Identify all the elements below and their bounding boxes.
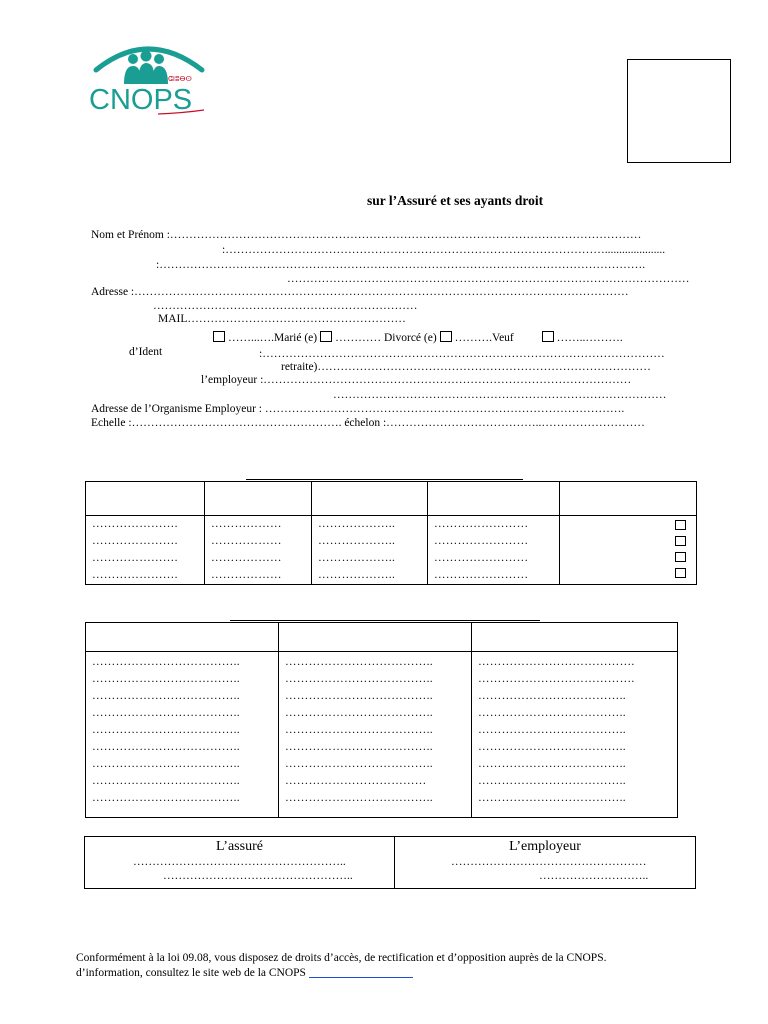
table-1-header-cell <box>86 482 205 516</box>
checkbox-column <box>560 516 696 584</box>
table-row: ……………………………….. <box>285 656 433 668</box>
table-row: …………………… <box>434 552 529 564</box>
status-4-dots: ……..………. <box>556 332 623 344</box>
cnops-website-link[interactable] <box>309 966 413 978</box>
employeur-dots-2: ……………………….. <box>539 870 649 882</box>
field-echelle[interactable] <box>91 417 645 429</box>
table-row: ……………………………… <box>285 775 427 787</box>
checkbox-marie[interactable] <box>320 331 332 342</box>
table-1-body-row <box>86 516 697 585</box>
table-row: …………………………………. <box>478 656 635 668</box>
table-1-col-2[interactable] <box>205 516 312 585</box>
footer-line-2 <box>76 966 606 981</box>
signature-employeur-cell[interactable] <box>395 837 696 889</box>
cnops-family-logo-icon <box>124 51 168 85</box>
status-2-dots: ………… <box>335 332 382 344</box>
field-employeur[interactable] <box>201 374 631 386</box>
adresse-label: Adresse : <box>91 286 135 298</box>
table-row: ……………………………….. <box>285 758 433 770</box>
signature-assure-cell[interactable] <box>85 837 395 889</box>
nom-dots: …………………………………………………………………………………………………………… <box>169 229 642 241</box>
table-2-body-row <box>86 652 678 818</box>
checkbox-status-1[interactable] <box>213 331 225 342</box>
table-row: ……………… <box>211 569 282 581</box>
page-title: sur l’Assuré et ses ayants droit <box>367 193 544 208</box>
table-row: ……………………………….. <box>92 741 240 753</box>
checkbox-divorce[interactable] <box>440 331 452 342</box>
field-line-2[interactable]: :………………………………………………………………………………………..................... <box>222 244 666 256</box>
table-row: ……………… <box>211 518 282 530</box>
table-row: ……………….. <box>318 569 396 581</box>
signature-table <box>84 836 696 889</box>
table-row: ……………………………….. <box>478 741 626 753</box>
employeur-dots-1: …………………………………………… <box>451 856 647 868</box>
table-row: ……………………………….. <box>92 673 240 685</box>
echelon-label: échelon : <box>344 417 387 429</box>
marital-status-row <box>210 331 623 344</box>
mail-dots: ………………………………………………… <box>187 313 406 325</box>
assure-label: L’assuré <box>216 839 263 854</box>
echelle-label: Echelle : <box>91 417 132 429</box>
table-row: ……………………………….. <box>478 792 626 804</box>
footer-line-1: Conformément à la loi 09.08, vous disposez de droits d’accès, de rectification et d’opposition auprès de la CNOPS. <box>76 952 607 964</box>
table-1-col-3[interactable] <box>312 516 428 585</box>
table-row: ……………………………….. <box>92 690 240 702</box>
section-1-heading-line <box>246 479 523 480</box>
table-row: ……………… <box>211 535 282 547</box>
ident-dots[interactable]: :…………………………………………………………………………………………… <box>259 348 665 360</box>
status-1-dots: ……...…. <box>228 332 274 344</box>
table-row: ……………………………….. <box>92 724 240 736</box>
field-adresse-cont[interactable]: …………………………………………………………… <box>153 300 418 312</box>
row-3-checkbox[interactable] <box>675 552 686 562</box>
table-row: …………………. <box>92 552 178 564</box>
table-row: ……………………………….. <box>478 724 626 736</box>
table-1-col-1[interactable] <box>86 516 205 585</box>
table-2-header-row <box>86 623 678 652</box>
table-1-header-cell <box>560 482 697 516</box>
row-2-checkbox[interactable] <box>675 536 686 546</box>
table-1-col-5 <box>560 516 697 585</box>
table-ayants-droit-2 <box>85 622 678 818</box>
table-row: ……………….. <box>318 552 396 564</box>
checkbox-veuf[interactable] <box>542 331 554 342</box>
nom-label: Nom et Prénom : <box>91 229 170 241</box>
adresse-dots: ………………………………………………………………………………………………………………… <box>134 286 629 298</box>
field-line-4[interactable]: …………………………………………………………………………………………… <box>287 273 690 285</box>
field-adresse[interactable] <box>91 286 629 298</box>
table-row: ……………….. <box>318 518 396 530</box>
table-row: ……………… <box>211 552 282 564</box>
table-ayants-droit-1 <box>85 481 697 585</box>
field-line-3[interactable]: :………………………………………………………………………………………………………………. <box>156 259 646 271</box>
table-row: ……………………………….. <box>478 775 626 787</box>
table-row: …………………. <box>92 535 178 547</box>
status-divorce-label: Divorcé (e) <box>383 332 437 344</box>
table-row: ……………………………….. <box>478 707 626 719</box>
cnops-logo <box>88 40 210 118</box>
table-row: ……………………………….. <box>285 741 433 753</box>
table-row: …………………… <box>434 569 529 581</box>
table-1-col-4[interactable] <box>428 516 560 585</box>
status-marie-label: Marié (e) <box>274 332 318 344</box>
logo-text: CNOPS <box>89 84 193 116</box>
field-organisme[interactable] <box>91 403 624 415</box>
table-row: ……………………………….. <box>92 656 240 668</box>
status-3-dots: ………. <box>454 332 493 344</box>
table-2-header-cell <box>86 623 279 652</box>
employeur-dots: …………………………………………………………………………………… <box>263 374 632 386</box>
table-row: …………………… <box>434 518 529 530</box>
org-label: Adresse de l’Organisme Employeur : <box>91 403 262 415</box>
field-mail[interactable] <box>158 313 406 325</box>
echelon-dots: …………………………………..……………………… <box>386 417 645 429</box>
table-row: …………………… <box>434 535 529 547</box>
table-2-col-3[interactable] <box>472 652 678 818</box>
field-nom-prenom[interactable] <box>91 229 641 241</box>
table-2-col-2[interactable] <box>279 652 472 818</box>
table-row: ……………………………….. <box>285 792 433 804</box>
table-1-header-cell <box>312 482 428 516</box>
table-row: ……………………………….. <box>92 758 240 770</box>
table-row: ……………………………….. <box>92 792 240 804</box>
table-row: ……………………………….. <box>285 707 433 719</box>
table-2-col-1[interactable] <box>86 652 279 818</box>
table-row: ……………………………….. <box>478 690 626 702</box>
assure-dots-2: ………………………………………….. <box>163 870 353 882</box>
echelle-dots: ………………………………………………. <box>131 417 342 429</box>
row-4-checkbox[interactable] <box>675 568 686 578</box>
assure-dots-1: ……………………………………………….. <box>133 856 346 868</box>
table-2-header-cell <box>279 623 472 652</box>
signature-row <box>85 837 696 889</box>
field-retraite[interactable]: retraite)…………………………………………………………………………… <box>281 361 651 373</box>
org-dots: …………………………………………………………………………………. <box>264 403 625 415</box>
table-row: …………………………………. <box>478 673 635 685</box>
table-2-header-cell <box>472 623 678 652</box>
table-row: ……………………………….. <box>285 690 433 702</box>
table-row: ……………………………….. <box>92 775 240 787</box>
employeur-label: l’employeur : <box>201 374 264 386</box>
section-2-heading-line <box>230 620 540 621</box>
field-employeur-cont[interactable]: …………………………………………………………………………… <box>333 389 667 401</box>
ident-label: d’Ident <box>129 346 163 358</box>
photo-box <box>627 59 731 163</box>
table-row: ……………….. <box>318 535 396 547</box>
table-row: ……………………………….. <box>285 724 433 736</box>
row-1-checkbox[interactable] <box>675 520 686 530</box>
status-veuf-label: Veuf <box>492 332 514 344</box>
table-row: ……………………………….. <box>478 758 626 770</box>
legal-footer <box>76 951 606 981</box>
table-row: ……………………………….. <box>92 707 240 719</box>
mail-label: MAIL <box>158 313 188 325</box>
table-row: …………………. <box>92 518 178 530</box>
table-row: …………………. <box>92 569 178 581</box>
employeur-signature-label: L’employeur <box>509 839 581 854</box>
logo-arabic-text: ⵛⵏⵓⴱⵙ <box>168 75 192 83</box>
table-1-header-cell <box>205 482 312 516</box>
table-1-header-cell <box>428 482 560 516</box>
table-row: ……………………………….. <box>285 673 433 685</box>
footer-line-2-text: d’information, consultez le site web de la CNOPS <box>76 967 306 979</box>
table-1-header-row <box>86 482 697 516</box>
